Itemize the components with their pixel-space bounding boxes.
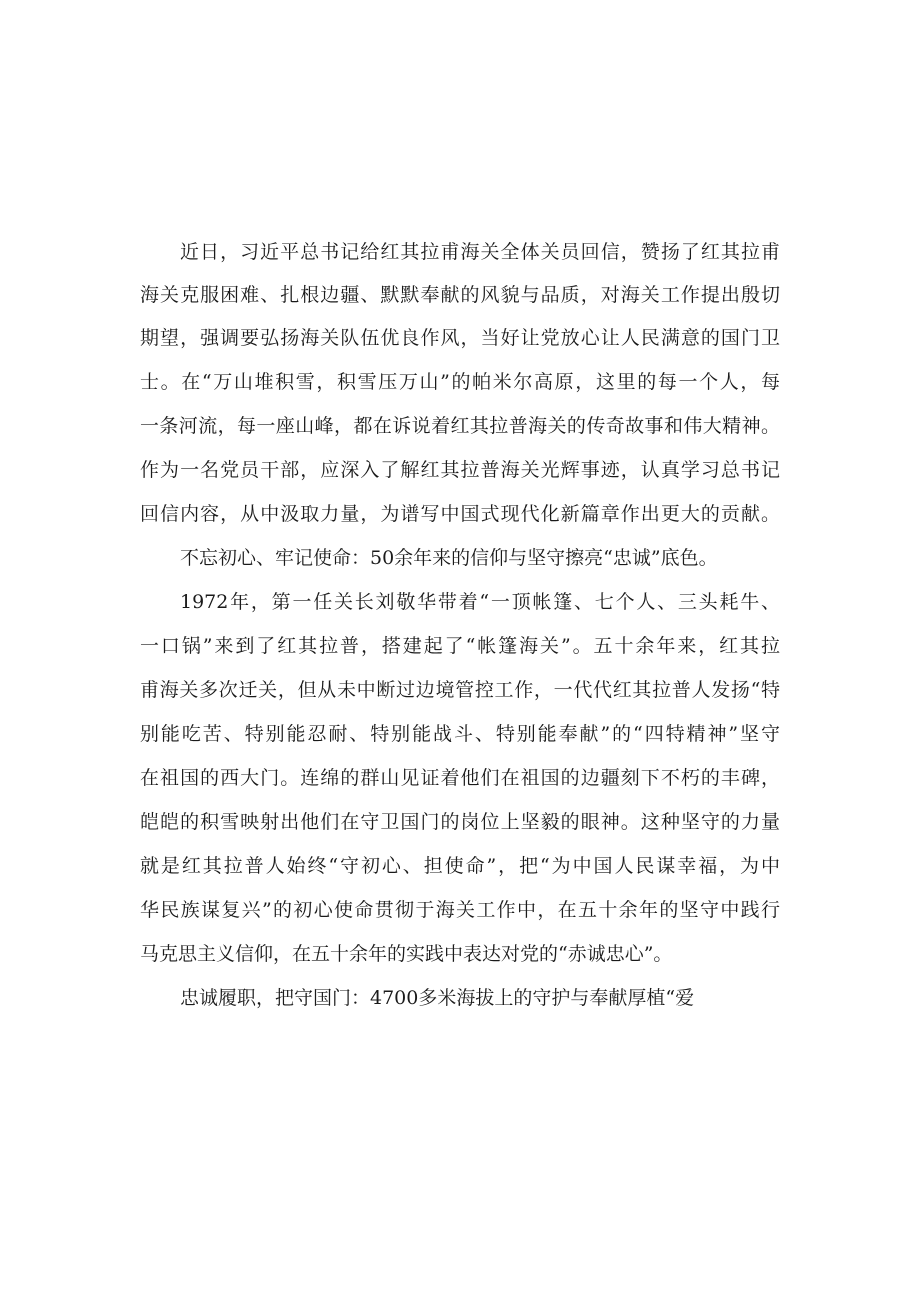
- paragraph-2-line-7: 就是红其拉普人始终“守初心、担使命”，把“为中国人民谋幸福，为中: [140, 855, 780, 877]
- paragraph-1-line-4: 士。在“万山堆积雪，积雪压万山”的帕米尔高原，这里的每一个人，每: [140, 371, 780, 393]
- paragraph-1-line-3: 期望，强调要弘扬海关队伍优良作风，当好让党放心让人民满意的国门卫: [140, 327, 780, 349]
- paragraph-2-line-2: 一口锅”来到了红其拉普，搭建起了“帐篷海关”。五十余年来，红其拉: [140, 635, 780, 657]
- section-heading-1: 不忘初心、牢记使命：50余年来的信仰与坚守擦亮“忠诚”底色。: [180, 547, 718, 569]
- paragraph-1-line-2: 海关克服困难、扎根边疆、默默奉献的风貌与品质，对海关工作提出殷切: [140, 284, 780, 306]
- paragraph-1-line-7: 回信内容，从中汲取力量，为谱写中国式现代化新篇章作出更大的贡献。: [140, 503, 780, 525]
- paragraph-2-line-5: 在祖国的西大门。连绵的群山见证着他们在祖国的边疆刻下不朽的丰碑，: [140, 767, 780, 789]
- paragraph-2-line-3: 甫海关多次迁关，但从未中断过边境管控工作，一代代红其拉普人发扬“特: [140, 679, 780, 701]
- paragraph-2-line-8: 华民族谋复兴”的初心使命贯彻于海关工作中，在五十余年的坚守中践行: [140, 899, 780, 921]
- paragraph-1-line-6: 作为一名党员干部，应深入了解红其拉普海关光辉事迹，认真学习总书记: [140, 459, 780, 481]
- paragraph-1-line-1: 近日，习近平总书记给红其拉甫海关全体关员回信，赞扬了红其拉甫: [180, 241, 780, 263]
- paragraph-2-line-6: 皑皑的积雪映射出他们在守卫国门的岗位上坚毅的眼神。这种坚守的力量: [140, 811, 780, 833]
- paragraph-2-line-1: 1972年，第一任关长刘敬华带着“一顶帐篷、七个人、三头耗牛、: [180, 591, 780, 613]
- section-heading-2: 忠诚履职，把守国门：4700多米海拔上的守护与奉献厚植“爱: [180, 987, 695, 1009]
- paragraph-2-line-9: 马克思主义信仰，在五十余年的实践中表达对党的“赤诚忠心”。: [140, 943, 673, 965]
- paragraph-2-line-4: 别能吃苦、特别能忍耐、特别能战斗、特别能奉献”的“四特精神”坚守: [140, 723, 780, 745]
- paragraph-1-line-5: 一条河流，每一座山峰，都在诉说着红其拉普海关的传奇故事和伟大精神。: [140, 415, 780, 437]
